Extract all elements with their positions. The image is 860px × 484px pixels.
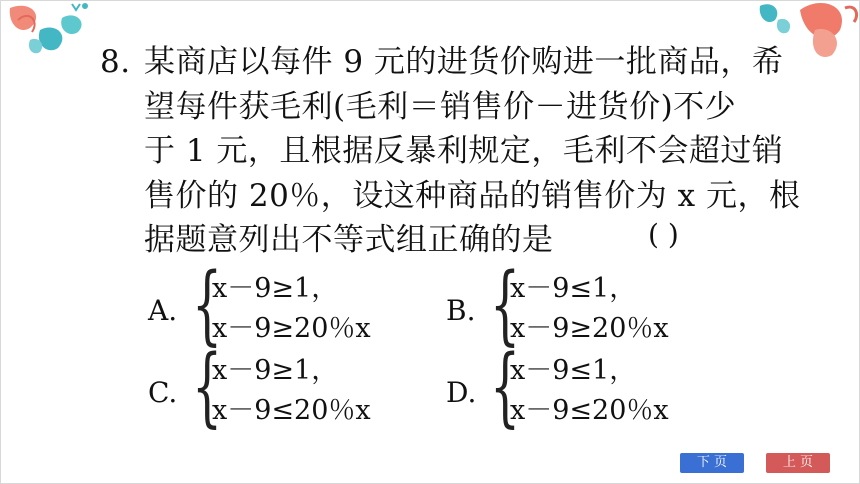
option-label: D. — [446, 376, 477, 409]
inequality-1: x－9≥1， — [212, 355, 339, 386]
inequality-1: x－9≤1， — [510, 273, 637, 304]
inequality-2: x－9≥20％x — [212, 313, 371, 344]
inequality-2: x－9≥20％x — [510, 313, 669, 344]
brace-icon: { — [490, 255, 521, 355]
brace-icon: { — [490, 337, 521, 437]
inequality-1: x－9≥1， — [212, 273, 339, 304]
question-line-3: 于 1 元，且根据反暴利规定，毛利不会超过销 — [144, 133, 784, 169]
brace-icon: { — [192, 255, 223, 355]
option-label: A. — [148, 294, 178, 327]
question-line-5: 据题意列出不等式组正确的是 — [144, 222, 554, 258]
next-page-button[interactable]: 下 页 — [680, 453, 744, 473]
question-number: 8. — [100, 44, 131, 80]
inequality-2: x－9≤20％x — [212, 395, 371, 426]
leaf-decoration-left-icon — [0, 0, 110, 80]
answer-slot: ( ) — [648, 218, 679, 251]
question-line-2: 望每件获毛利(毛利＝销售价－进货价)不少 — [144, 88, 737, 125]
inequality-1: x－9≤1， — [510, 355, 637, 386]
option-label: B. — [446, 294, 476, 327]
previous-page-button[interactable]: 上 页 — [766, 453, 830, 473]
question-line-1: 8. 某商店以每件 9 元的进货价购进一批商品，希 — [100, 40, 740, 85]
inequality-2: x－9≤20％x — [510, 395, 669, 426]
question-block — [100, 40, 801, 263]
option-label: C. — [148, 376, 178, 409]
brace-icon: { — [192, 337, 223, 437]
question-line-4: 售价的 20％，设这种商品的销售价为 x 元，根 — [144, 177, 801, 214]
